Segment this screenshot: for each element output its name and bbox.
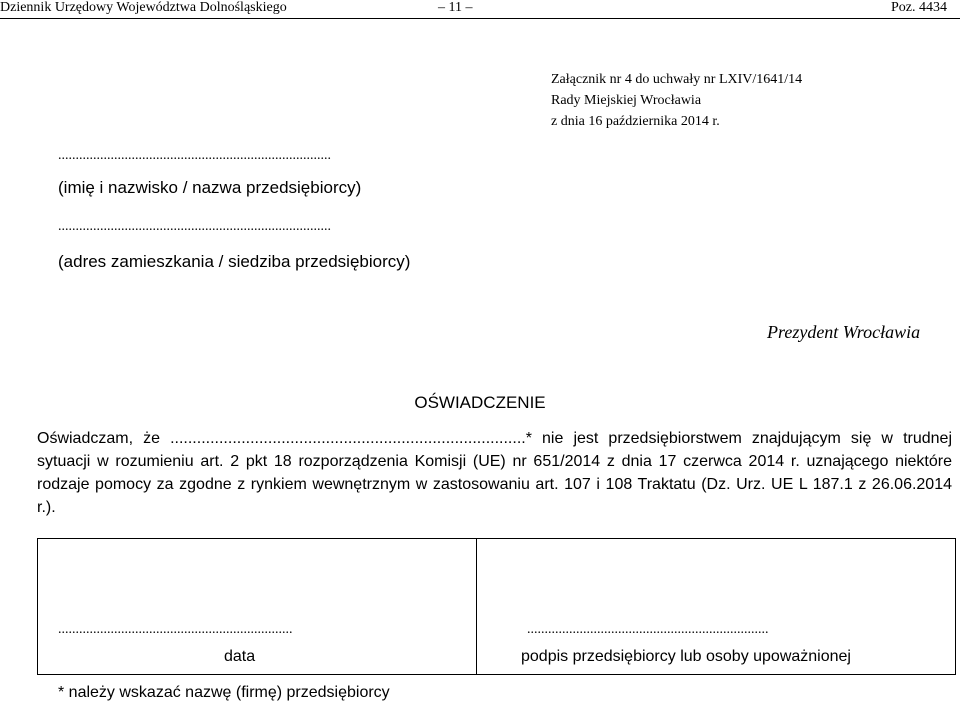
journal-title: Dziennik Urzędowy Województwa Dolnośląskiego — [0, 0, 287, 15]
date-dots: ................................................................... — [58, 622, 293, 637]
name-dots: .............................................................................. — [58, 148, 331, 163]
attachment-line-1: Załącznik nr 4 do uchwały nr LXIV/1641/14 — [551, 72, 803, 87]
signature-table-divider — [476, 538, 477, 675]
name-caption: (imię i nazwisko / nazwa przedsiębiorcy) — [58, 178, 362, 197]
statement-text: Oświadczam, że ................................................................................* nie jest przedsiębiorstwem znajdującym się w trudnej sytuacji w rozumieniu art. 2 pkt 18 rozporządzenia Komisji (UE) nr 651/2014 z dnia 17 czerwca 2014 r. uznającego niektóre rodzaje pomocy za zgodne z rynkiem wewnętrznym w zastosowaniu art. 107 i 108 Traktatu (Dz. Urz. UE L 187.1 z 26.06.2014 r.). — [37, 430, 952, 516]
document-title: OŚWIADCZENIE — [414, 393, 546, 412]
address-caption: (adres zamieszkania / siedziba przedsiębiorcy) — [58, 252, 411, 271]
position-number: Poz. 4434 — [891, 0, 947, 15]
page-number: – 11 – — [438, 0, 473, 15]
attachment-line-2: Rady Miejskiej Wrocławia — [551, 93, 702, 108]
attachment-note — [551, 69, 802, 132]
address-dots: .............................................................................. — [58, 219, 331, 234]
attachment-line-3: z dnia 16 października 2014 r. — [551, 114, 720, 129]
footnote: * należy wskazać nazwę (firmę) przedsiębiorcy — [58, 684, 390, 701]
header-divider — [0, 18, 960, 19]
signature-label: podpis przedsiębiorcy lub osoby upoważnionej — [521, 648, 851, 665]
signature-dots: ..................................................................... — [527, 622, 769, 637]
addressee: Prezydent Wrocławia — [767, 322, 921, 342]
date-label: data — [224, 648, 256, 665]
